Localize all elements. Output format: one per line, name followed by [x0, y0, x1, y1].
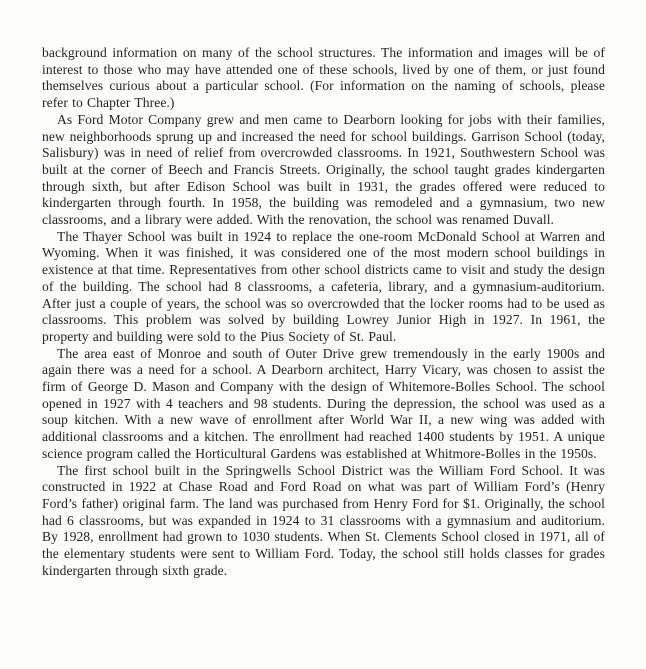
paragraph-continuation: background information on many of the school structures. The information and images will be of interest to those who may have attended one of these schools, lived by one of them, or just found themselves curious about a particular school. (For information on the naming of schools, please refer to Chapter Three.)	[42, 45, 605, 111]
paragraph-southwestern-school: As Ford Motor Company grew and men came to Dearborn looking for jobs with their families, new neighborhoods sprung up and increased the need for school buildings. Garrison School (today, Salisbury) was in need of relief from overcrowded classrooms. In 1921, Southwestern School was built at the corner of Beech and Francis Streets. Originally, the school taught grades kindergarten through sixth, but after Edison School was built in 1931, the grades offered were reduced to kindergarten through fourth. In 1958, the building was remodeled and a gymnasium, two new classrooms, and a library were added. With the renovation, the school was renamed Duvall.	[42, 111, 605, 228]
paragraph-thayer-school: The Thayer School was built in 1924 to replace the one-room McDonald School at Warren and Wyoming. When it was finished, it was considered one of the most modern school buildings in existence at that time. Representatives from other school districts came to visit and study the design of the building. The school had 8 classrooms, a cafeteria, library, and a gymnasium-auditorium. After just a couple of years, the school was so overcrowded that the locker rooms had to be used as classrooms. This problem was solved by building Lowrey Junior High in 1927. In 1961, the property and building were sold to the Pius Society of St. Paul.	[42, 228, 605, 344]
paragraph-whitemore-bolles-school: The area east of Monroe and south of Outer Drive grew tremendously in the early 1900s and again there was a need for a school. A Dearborn architect, Harry Vicary, was chosen to assist the firm of George D. Mason and Company with the design of Whitemore-Bolles School. The school opened in 1927 with 4 teachers and 98 students. During the depression, the school was used as a soup kitchen. With a new wave of enrollment after World War II, a new wing was added with additional classrooms and a kitchen. The enrollment had reached 1400 students by 1951. A unique science program called the Horticultural Gardens was established at Whitmore-Bolles in the 1950s.	[42, 345, 605, 461]
paragraph-william-ford-school: The first school built in the Springwells School District was the William Ford School. It was constructed in 1922 at Chase Road and Ford Road on what was part of William Ford’s (Henry Ford’s father) original farm. The land was purchased from Henry Ford for $1. Originally, the school had 6 classrooms, but was expanded in 1924 to 31 classrooms with a gymnasium and auditorium. By 1928, enrollment had grown to 1030 students. When St. Clements School closed in 1971, all of the elementary students were sent to William Ford. Today, the school still holds classes for grades kindergarten through sixth grade.	[42, 462, 605, 578]
